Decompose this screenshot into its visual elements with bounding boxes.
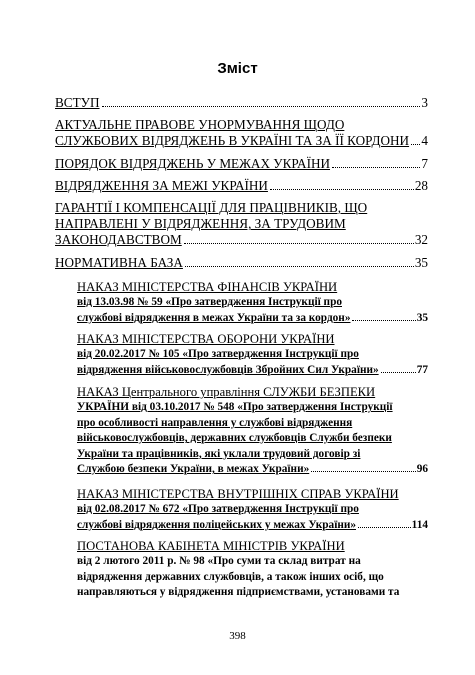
toc-subentry-cabinet-resolution[interactable]: ПОСТАНОВА КАБІНЕТА МІНІСТРІВ УКРАЇНИ від 2 лютого 2011 р. № 98 «Про суми та склад витрат на відрядження державних службовців, а також інших осіб, що направляються у відрядження підприємствами, установами та xyxy=(77,539,400,598)
toc-entry-legal-regulation[interactable]: АКТУАЛЬНЕ ПРАВОВЕ УНОРМУВАННЯ ЩОДО СЛУЖБОВИХ ВІДРЯДЖЕНЬ В УКРАЇНІ ТА ЗА ЇЇ КОРДОНИ 4 xyxy=(55,117,428,148)
page-ref: 3 xyxy=(421,95,428,110)
page-number: 398 xyxy=(229,630,246,642)
page-ref: 32 xyxy=(414,232,428,247)
page-ref: 77 xyxy=(416,363,428,376)
toc-entry-guarantees[interactable]: ГАРАНТІЇ І КОМПЕНСАЦІЇ ДЛЯ ПРАЦІВНИКІВ, ЩО НАПРАВЛЕНІ У ВІДРЯДЖЕННЯ, ЗА ТРУДОВИМ ЗАКОНОДАВСТВОМ 32 xyxy=(55,200,428,247)
toc-subentry-ministry-defence[interactable]: НАКАЗ МІНІСТЕРСТВА ОБОРОНИ УКРАЇНИ від 20.02.2017 № 105 «Про затвердження Інструкції про відрядження військовослужбовців Збройних Сил України» 77 xyxy=(77,331,428,378)
page-ref: 7 xyxy=(421,156,428,171)
toc-subentry-security-service[interactable]: НАКАЗ Центрального управління СЛУЖБИ БЕЗПЕКИ УКРАЇНИ від 03.10.2017 № 548 «Про затвердження Інструкції про особливості направлення у службові відрядження військовослужбовців, державних службовців Служби безпеки України та працівників, які уклали трудовий договір зі Службою безпеки України, в межах України» 96 xyxy=(77,384,428,478)
toc-entry-domestic-trips[interactable]: ПОРЯДОК ВІДРЯДЖЕНЬ У МЕЖАХ УКРАЇНИ 7 xyxy=(55,156,428,171)
toc-entry-foreign-trips[interactable]: ВІДРЯДЖЕННЯ ЗА МЕЖІ УКРАЇНИ 28 xyxy=(55,178,428,193)
toc-entry-normative-base[interactable]: НОРМАТИВНА БАЗА 35 xyxy=(55,255,428,270)
toc-entry-intro[interactable]: ВСТУП 3 xyxy=(55,95,428,110)
page-title: Зміст xyxy=(217,60,258,77)
page-ref: 114 xyxy=(411,518,428,531)
page-ref: 4 xyxy=(421,133,428,148)
page-ref: 28 xyxy=(414,178,428,193)
page-ref: 35 xyxy=(414,255,428,270)
toc-subentry-ministry-internal-affairs[interactable]: НАКАЗ МІНІСТЕРСТВА ВНУТРІШНІХ СПРАВ УКРАЇНИ від 02.08.2017 № 672 «Про затвердження Інструкції про службові відрядження поліцейських у межах України» 114 xyxy=(77,486,428,533)
page-ref: 35 xyxy=(416,311,428,324)
toc-subentry-ministry-finance[interactable]: НАКАЗ МІНІСТЕРСТВА ФІНАНСІВ УКРАЇНИ від 13.03.98 № 59 «Про затвердження Інструкції про службові відрядження в межах України та за кордон» 35 xyxy=(77,279,428,326)
page-ref: 96 xyxy=(416,463,428,475)
